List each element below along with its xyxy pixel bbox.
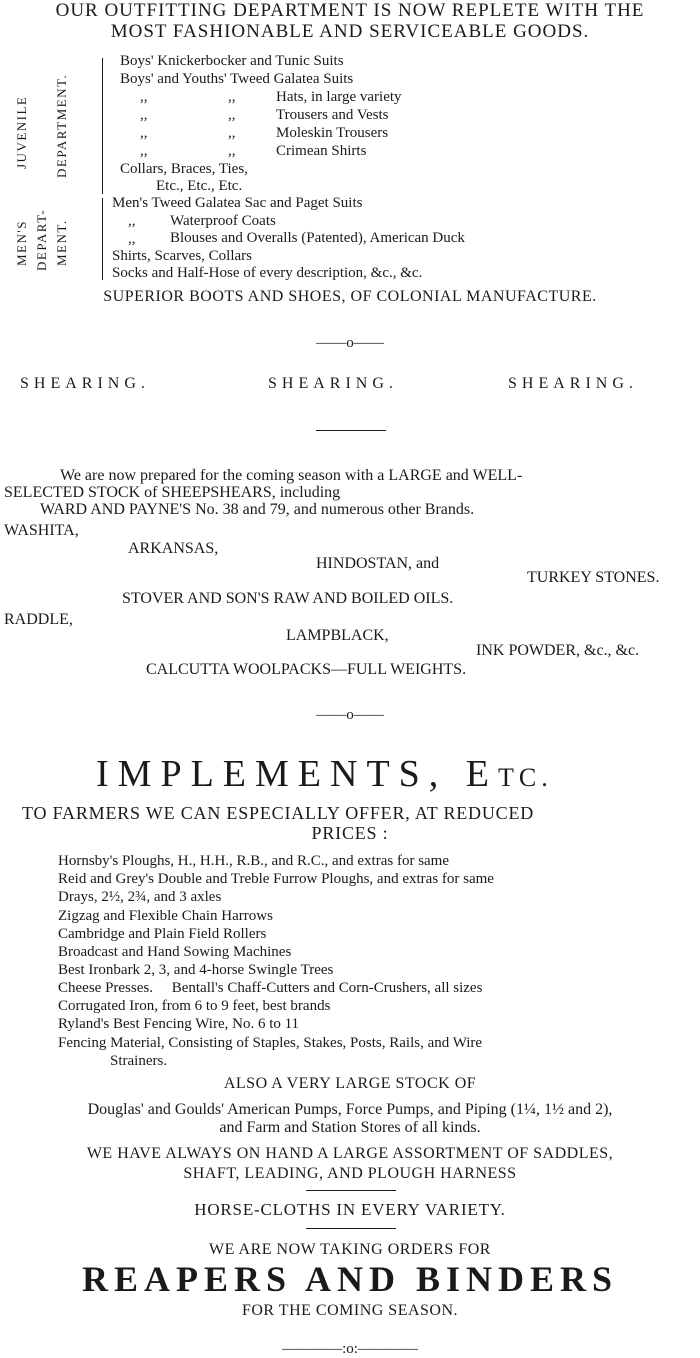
list-item: Zigzag and Flexible Chain Harrows	[58, 908, 273, 924]
orders-line: WE ARE NOW TAKING ORDERS FOR	[209, 1241, 491, 1258]
saddles-line2: SHAFT, LEADING, AND PLOUGH HARNESS	[183, 1165, 517, 1182]
list-item: Fencing Material, Consisting of Staples, Stakes, Posts, Rails, and Wire	[58, 1035, 483, 1051]
list-item: Best Ironbark 2, 3, and 4-horse Swingle Trees	[58, 962, 334, 978]
list-item: Moleskin Trousers	[276, 125, 389, 141]
list-item: Reid and Grey's Double and Treble Furrow Ploughs, and extras for same	[58, 871, 494, 887]
list-item: Hornsby's Ploughs, H., H.H., R.B., and R.C., and extras for same	[58, 853, 450, 869]
implements-title	[96, 752, 553, 800]
shearing-word: SHEARING.	[268, 375, 398, 392]
implements-title-etc-rest: TC.	[498, 763, 553, 792]
list-item: Blouses and Overalls (Patented), American Duck	[170, 230, 465, 246]
divider-rule	[306, 1228, 396, 1229]
list-item: Crimean Shirts	[276, 143, 367, 159]
mens-ment-label: MENT.	[54, 219, 69, 267]
raddle: RADDLE,	[4, 611, 73, 628]
ditto-mark: ,,	[228, 125, 236, 141]
list-item: Shirts, Scarves, Collars	[112, 248, 252, 264]
juvenile-department-label: DEPARTMENT.	[54, 73, 69, 179]
calcutta-woolpacks: CALCUTTA WOOLPACKS—FULL WEIGHTS.	[146, 661, 467, 678]
lampblack: LAMPBLACK,	[286, 627, 389, 644]
boots-line: SUPERIOR BOOTS AND SHOES, OF COLONIAL MANUFACTURE.	[103, 288, 597, 305]
pumps-line1: Douglas' and Goulds' American Pumps, Force Pumps, and Piping (1¼, 1½ and 2),	[87, 1101, 613, 1118]
list-item: Collars, Braces, Ties,	[120, 161, 248, 177]
divider: ————:o:————	[282, 1341, 418, 1357]
divider: ——o——	[316, 335, 384, 351]
implements-title-etc-e: E	[465, 753, 499, 795]
stone-washita: WASHITA,	[4, 522, 79, 539]
ink-powder: INK POWDER, &c., &c.	[476, 642, 640, 659]
ditto-mark: ,,	[128, 231, 136, 247]
list-item: Corrugated Iron, from 6 to 9 feet, best brands	[58, 998, 331, 1014]
divider-rule	[316, 430, 386, 431]
list-item: Etc., Etc., Etc.	[156, 178, 243, 194]
also-stock-heading: ALSO A VERY LARGE STOCK OF	[223, 1075, 477, 1092]
shearing-intro-line3: WARD AND PAYNE'S No. 38 and 79, and numerous other Brands.	[40, 501, 475, 518]
stone-hindostan: HINDOSTAN, and	[316, 555, 440, 572]
implements-title-main: IMPLEMENTS,	[96, 753, 448, 795]
list-item: Boys' Knickerbocker and Tunic Suits	[120, 53, 344, 69]
list-item: Hats, in large variety	[276, 89, 402, 105]
stover-oils: STOVER AND SON'S RAW AND BOILED OILS.	[122, 590, 454, 607]
ditto-mark: ,,	[128, 213, 136, 229]
shearing-intro-line1: We are now prepared for the coming season with a LARGE and WELL-	[60, 467, 523, 484]
pumps-line2: and Farm and Station Stores of all kinds.	[219, 1119, 481, 1136]
reapers-binders: REAPERS AND BINDERS	[81, 1259, 619, 1299]
list-item: Men's Tweed Galatea Sac and Paget Suits	[112, 195, 363, 211]
implements-offer-line1: TO FARMERS WE CAN ESPECIALLY OFFER, AT REDUCED	[22, 803, 535, 823]
stone-arkansas: ARKANSAS,	[128, 540, 219, 557]
list-item: Waterproof Coats	[170, 213, 276, 229]
outfitting-heading-line1: OUR OUTFITTING DEPARTMENT IS NOW REPLETE WITH THE	[55, 0, 645, 21]
list-item: Broadcast and Hand Sowing Machines	[58, 944, 292, 960]
ditto-mark: ,,	[140, 89, 148, 105]
ditto-mark: ,,	[228, 89, 236, 105]
ditto-mark: ,,	[140, 143, 148, 159]
ditto-mark: ,,	[140, 125, 148, 141]
list-item: Trousers and Vests	[276, 107, 389, 123]
list-item: Ryland's Best Fencing Wire, No. 6 to 11	[58, 1016, 300, 1032]
list-item: Boys' and Youths' Tweed Galatea Suits	[120, 71, 354, 87]
list-item: Socks and Half-Hose of every description, &c., &c.	[112, 265, 423, 281]
stone-turkey: TURKEY STONES.	[527, 569, 660, 586]
coming-season-line: FOR THE COMING SEASON.	[241, 1302, 459, 1319]
ditto-mark: ,,	[228, 143, 236, 159]
list-item: Cheese Presses. Bentall's Chaff-Cutters and Corn-Crushers, all sizes	[58, 980, 483, 996]
outfitting-heading-line2: MOST FASHIONABLE AND SERVICEABLE GOODS.	[110, 21, 590, 42]
horsecloths-line: HORSE-CLOTHS IN EVERY VARIETY.	[194, 1200, 506, 1219]
shearing-intro-line2: SELECTED STOCK of SHEEPSHEARS, including	[4, 484, 341, 501]
shearing-word: SHEARING.	[508, 375, 638, 392]
divider-rule	[306, 1190, 396, 1191]
mens-label: MEN'S	[14, 220, 29, 266]
mens-depart-label: DEPART-	[34, 208, 49, 272]
divider: ——o——	[316, 707, 384, 723]
implements-offer-line2: PRICES :	[311, 823, 389, 843]
list-item: Cambridge and Plain Field Rollers	[58, 926, 267, 942]
list-item: Drays, 2½, 2¾, and 3 axles	[58, 889, 222, 905]
list-item: Strainers.	[110, 1053, 168, 1069]
saddles-line1: WE HAVE ALWAYS ON HAND A LARGE ASSORTMENT OF SADDLES,	[86, 1145, 614, 1162]
mens-brace	[102, 198, 103, 280]
juvenile-brace	[102, 58, 103, 194]
ditto-mark: ,,	[140, 107, 148, 123]
shearing-word: SHEARING.	[20, 375, 150, 392]
juvenile-label: JUVENILE	[14, 95, 29, 169]
ditto-mark: ,,	[228, 107, 236, 123]
